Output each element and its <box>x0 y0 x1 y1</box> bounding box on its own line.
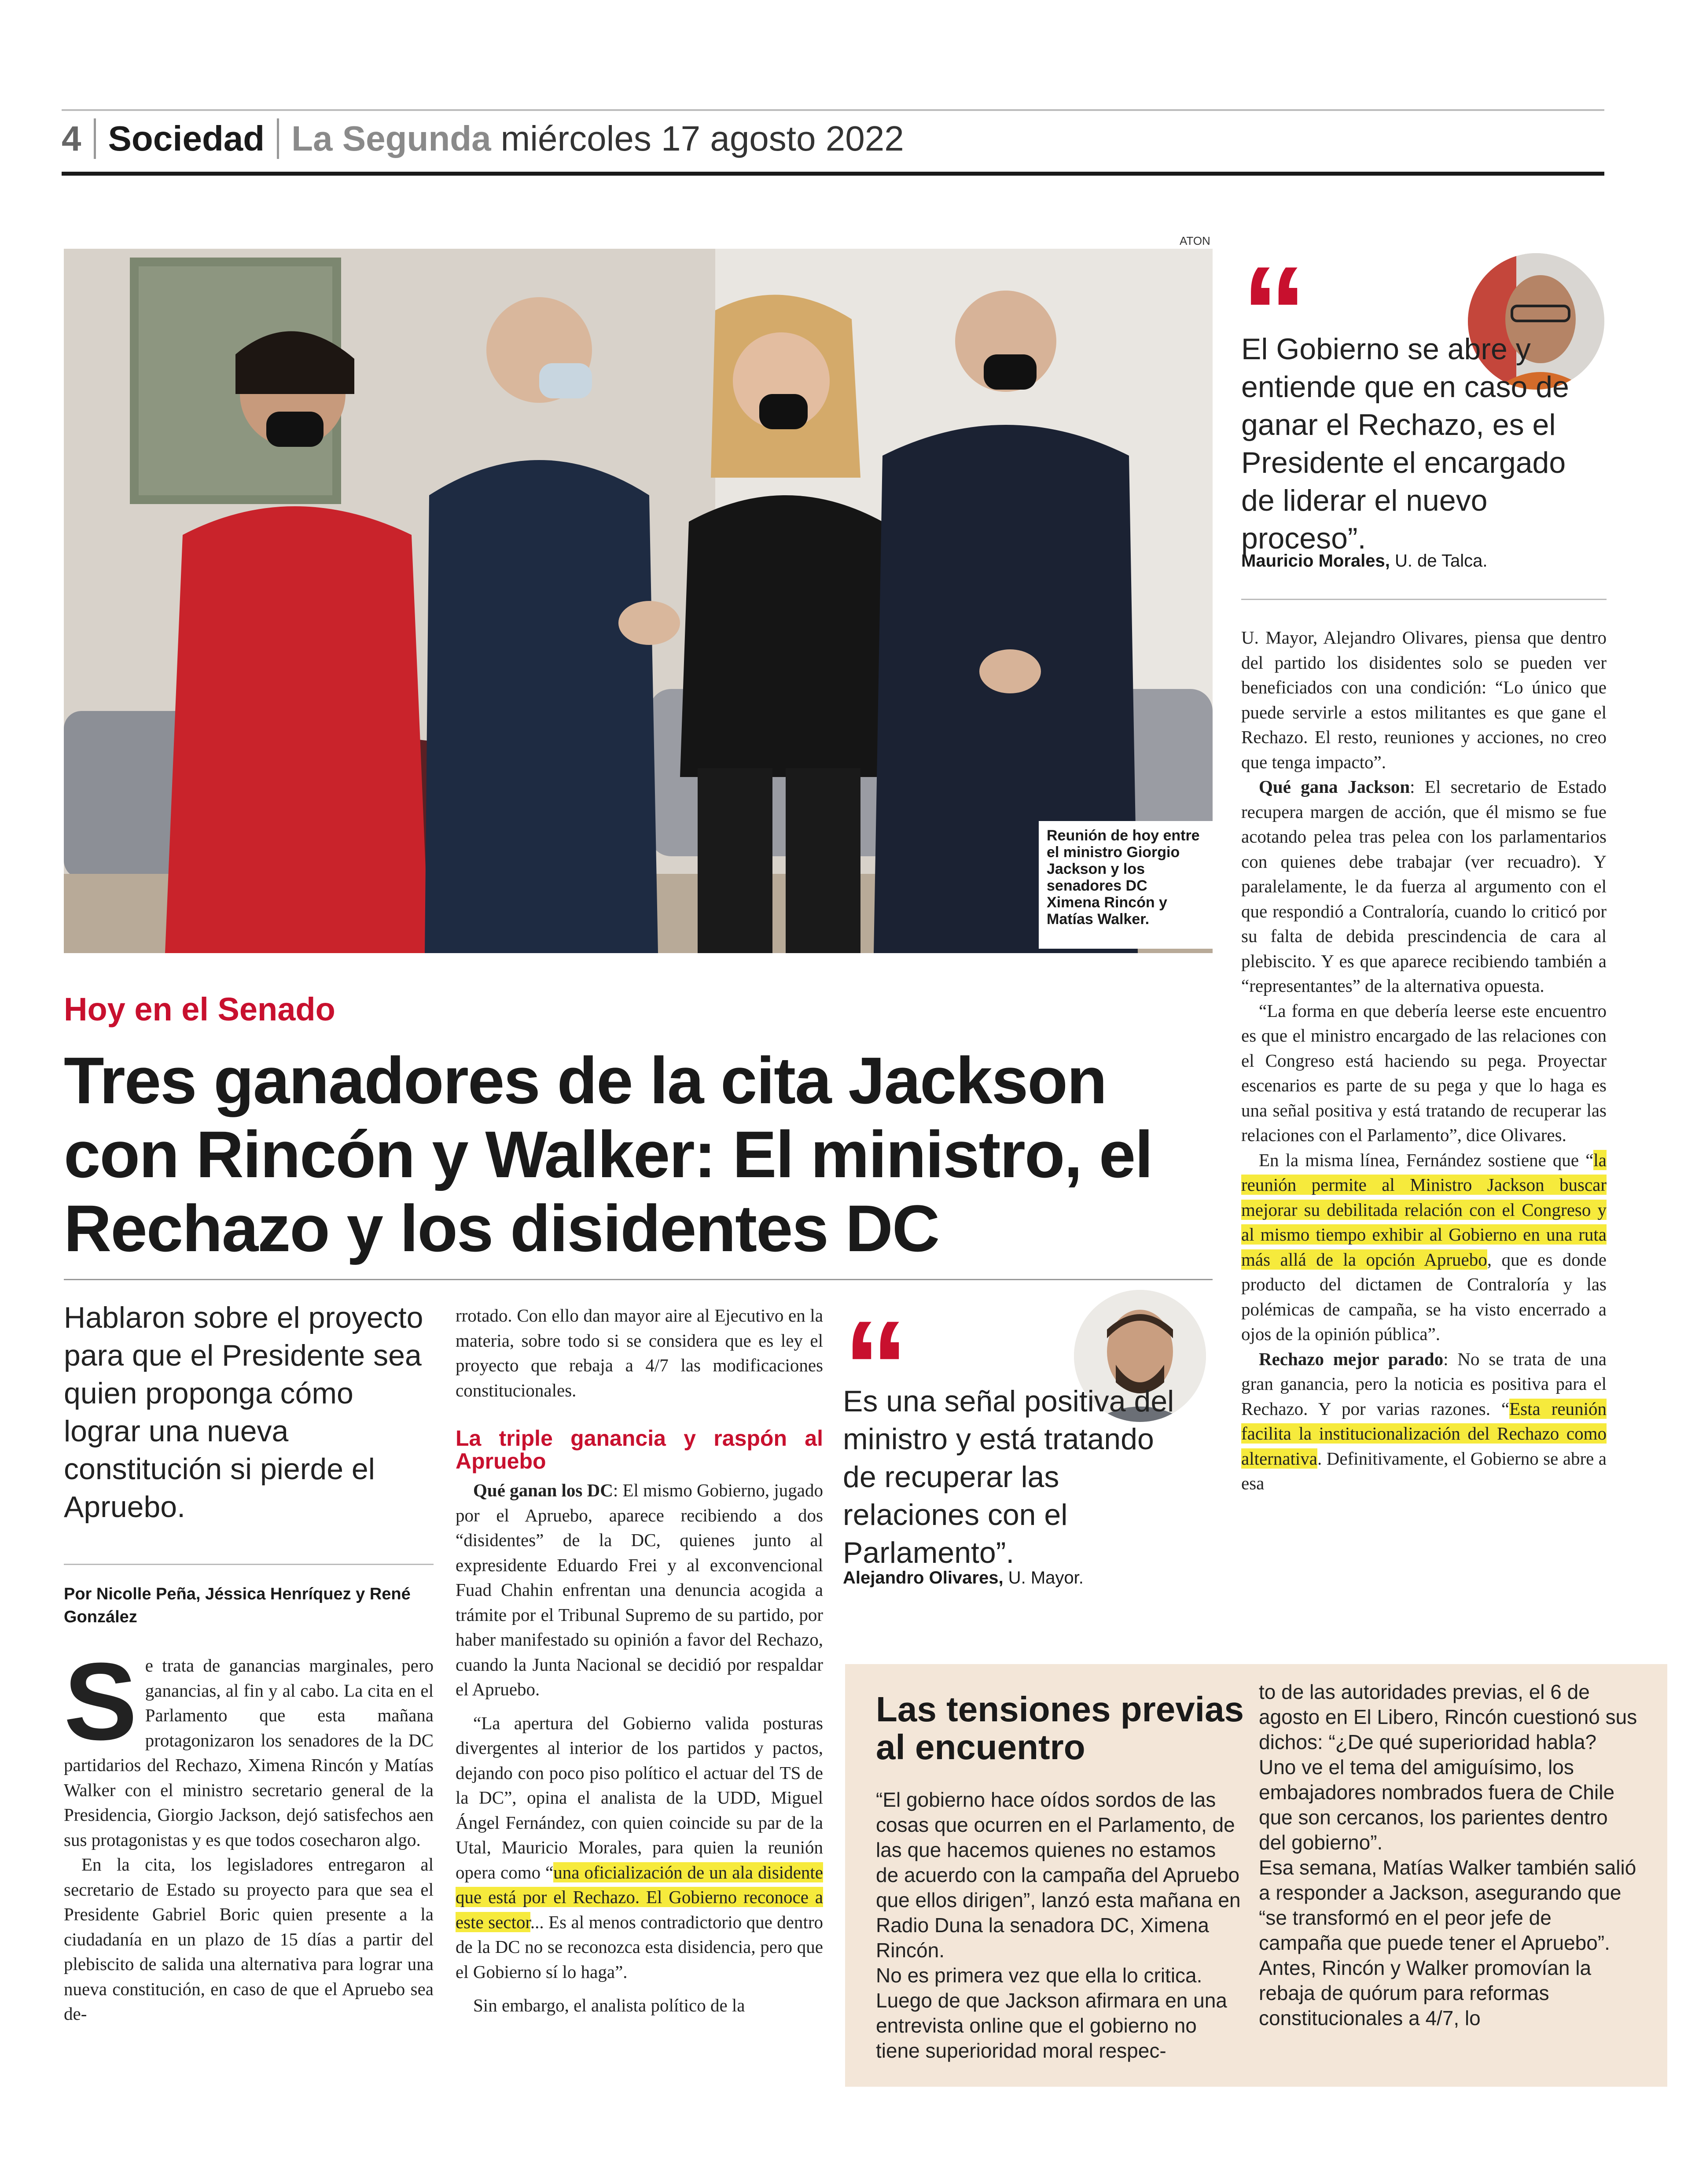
box-column-a: “El gobierno hace oídos sordos de las cosas que ocurren en el Parlamento, de las que hacemos quienes no estamos de acuerdo con la campaña del Apruebo que ellos dirigen”, lanzó esta mañana en Radio Duna la senadora DC, Ximena Rincón. No es primera vez que ella lo critica. Luego de que Jackson afirmara en una entrevista online que el gobierno no tiene superioridad moral respec- <box>876 1788 1241 2062</box>
paragraph-lead: Qué ganan los DC <box>473 1480 613 1500</box>
article-column-1 <box>64 1640 434 2026</box>
paragraph: : El secretario de Estado recupera margen de acción, que él mismo se fue acotando pelea tras pelea con los parlamentarios con quienes debe trabajar (ver recuadro). Y paralelamente, le da fuerza al argumento con el que respondió a Contraloría, cuando lo criticó por su falta de debida prescindencia de cara al plebiscito. Y es que aparece recibiendo también a “representantes” de la alternativa opuesta. <box>1241 777 1607 996</box>
highlighted-quote: una oficialización de un ala disidente que está por el Rechazo. El Gobierno reconoce a este sector <box>456 1862 823 1932</box>
highlighted-quote: Esta reunión facilita la institucionalización del Rechazo como alternativa <box>1241 1398 1607 1469</box>
pull-quote-text: Es una señal positiva del ministro y está tratando de recuperar las relaciones con el Parlamento”. <box>843 1385 1174 1569</box>
header-bottom-rule <box>62 172 1604 176</box>
paragraph-lead: Qué gana Jackson <box>1259 777 1410 797</box>
paragraph: En la cita, los legisladores entregaron al secretario de Estado su proyecto para que sea el Presidente Gabriel Boric quien presente a la ciudadanía en un plazo de 15 días a partir del plebiscito de salida una alternativa para lograr una nueva constitución, en caso de que el Apruebo sea de- <box>64 1854 434 2024</box>
drop-cap: S <box>64 1640 137 1763</box>
paragraph: “La forma en que debería leerse este encuentro es que el ministro encargado de las relaciones con el Congreso está haciendo su pega. Proyectar escenarios es parte de su pega y que lo haga es una señal positiva y está tratando de recuperar las relaciones con el Parlamento”, dice Olivares. <box>1241 1000 1607 1145</box>
box-column-b: to de las autoridades previas, el 6 de agosto en El Libero, Rincón cuestionó sus dichos: “¿De qué superioridad habla? Uno ve el tema del amiguísimo, los embajadores nombrados fuera de Chile que son cercanos, los parientes dentro del gobierno”. Esa semana, Matías Walker también salió a responder a Jackson, asegurando que “se transformó en el peor jefe de campaña que puede tener el Apruebo”. Antes, Rincón y Walker promovían la rebaja de quórum para reformas constitucionales a 4/7, lo <box>1259 1680 1637 2029</box>
pull-quote-text: El Gobierno se abre y entiende que en caso de ganar el Rechazo, es el Presidente el encargado de liderar el nuevo proceso”. <box>1241 332 1569 555</box>
quote-mark-icon: “ <box>1241 239 1307 387</box>
byline-rule <box>64 1564 434 1565</box>
highlighted-quote: la reunión permite al Ministro Jackson buscar mejorar su debilitada relación con el Congreso y al mismo tiempo exhibir al Gobierno en una ruta más allá de la opción Apruebo <box>1241 1149 1607 1270</box>
paragraph: Sin embargo, el analista político de la <box>473 1995 745 2015</box>
article-lead: Hablaron sobre el proyecto para que el Presidente sea quien proponga cómo lograr una nueva constitución si pierde el Apruebo. <box>64 1301 423 1524</box>
issue-date: miércoles 17 agosto 2022 <box>500 119 904 158</box>
quote-author: Alejandro Olivares, <box>843 1568 1004 1587</box>
page-number: 4 <box>62 118 96 159</box>
page-header <box>62 106 1602 172</box>
article-headline: Tres ganadores de la cita Jackson con Rincón y Walker: El ministro, el Rechazo y los disidentes DC <box>64 1043 1152 1265</box>
article-column-4 <box>1241 625 1607 1496</box>
pull-quote-attribution <box>843 1567 1204 1588</box>
headline-rule <box>64 1279 1213 1280</box>
paragraph: rrotado. Con ello dan mayor aire al Ejecutivo en la materia, sobre todo si se considera que es ley el proyecto que rebaja a 4/7 las modificaciones constitucionales. <box>456 1305 823 1400</box>
quote-affiliation: U. Mayor. <box>1008 1568 1084 1587</box>
paragraph: U. Mayor, Alejandro Olivares, piensa que dentro del partido los disidentes solo se pueden ver beneficiados con una condición: “Lo único que puede servirle a estos militantes es que gane el Rechazo. El resto, reuniones y acciones, no creo que tenga impacto”. <box>1241 627 1607 772</box>
section-name: Sociedad <box>96 118 279 159</box>
paragraph: En la misma línea, Fernández sostiene que “ <box>1259 1149 1594 1170</box>
paragraph: : El mismo Gobierno, jugado por el Apruebo, aparece recibiendo a dos “disidentes” de la DC, quienes junto al expresidente Eduardo Frei y al exconvencional Fuad Chahin enfrentan una denuncia acogida a trámite por el Tribunal Supremo de su partido, por haber manifestado su opinión a favor del Rechazo, cuando la Junta Nacional se decidió por respaldar el Apruebo. <box>456 1480 823 1699</box>
article-kicker: Hoy en el Senado <box>64 991 335 1028</box>
box-title: Las tensiones previas al encuentro <box>876 1690 1244 1767</box>
photo-credit: ATON <box>1180 234 1210 247</box>
paragraph: . Definitivamente, el Gobierno se abre a esa <box>1241 1448 1607 1493</box>
quote-divider <box>1241 599 1607 600</box>
publication-name: La Segunda <box>291 119 491 158</box>
quote-affiliation: U. de Talca. <box>1395 551 1488 571</box>
paragraph: ... Es al menos contradictorio que dentro de la DC no se reconozca esta disidencia, pero que el Gobierno sí lo haga”. <box>456 1911 823 1982</box>
paragraph: , que es donde producto del dictamen de Contraloría y las polémicas de campaña, se ha visto encerrado a ojos de la opinión pública”. <box>1241 1249 1607 1344</box>
sidebar-box <box>845 1664 1667 2087</box>
pull-quote-attribution <box>1241 550 1602 571</box>
paragraph: e trata de ganancias marginales, pero ganancias, al fin y al cabo. La cita en el Parlamento que esta mañana protagonizaron los senadores de la DC partidarios del Rechazo, Ximena Rincón y Matías Walker con el ministro secretario general de la Presidencia, Giorgio Jackson, dejó satisfechos aen sus protagonistas y es que todos cosecharon algo. <box>64 1655 434 1850</box>
paragraph-lead: Rechazo mejor parado <box>1259 1348 1444 1369</box>
article-column-2 <box>456 1303 823 2018</box>
quote-mark-icon: “ <box>843 1293 909 1441</box>
article-byline: Por Nicolle Peña, Jéssica Henríquez y René González <box>64 1585 411 1626</box>
quote-author: Mauricio Morales, <box>1241 551 1390 571</box>
paragraph: : No se trata de una gran ganancia, pero la noticia es positiva para el Rechazo. Y por varias razones. “ <box>1241 1348 1607 1419</box>
subheading: La triple ganancia y raspón al Apruebo <box>456 1426 823 1473</box>
paragraph: “La apertura del Gobierno valida posturas divergentes al interior de los partidos y pactos, dejando con poco piso político el actuar del TS de la DC”, opina el analista de la UDD, Miguel Ángel Fernández, con quien coincide su par de la Utal, Mauricio Morales, para quien la reunión opera como “ <box>456 1713 823 1882</box>
photo-caption: Reunión de hoy entre el ministro Giorgio Jackson y los senadores DC Ximena Rincón y Matías Walker. <box>1039 821 1213 949</box>
